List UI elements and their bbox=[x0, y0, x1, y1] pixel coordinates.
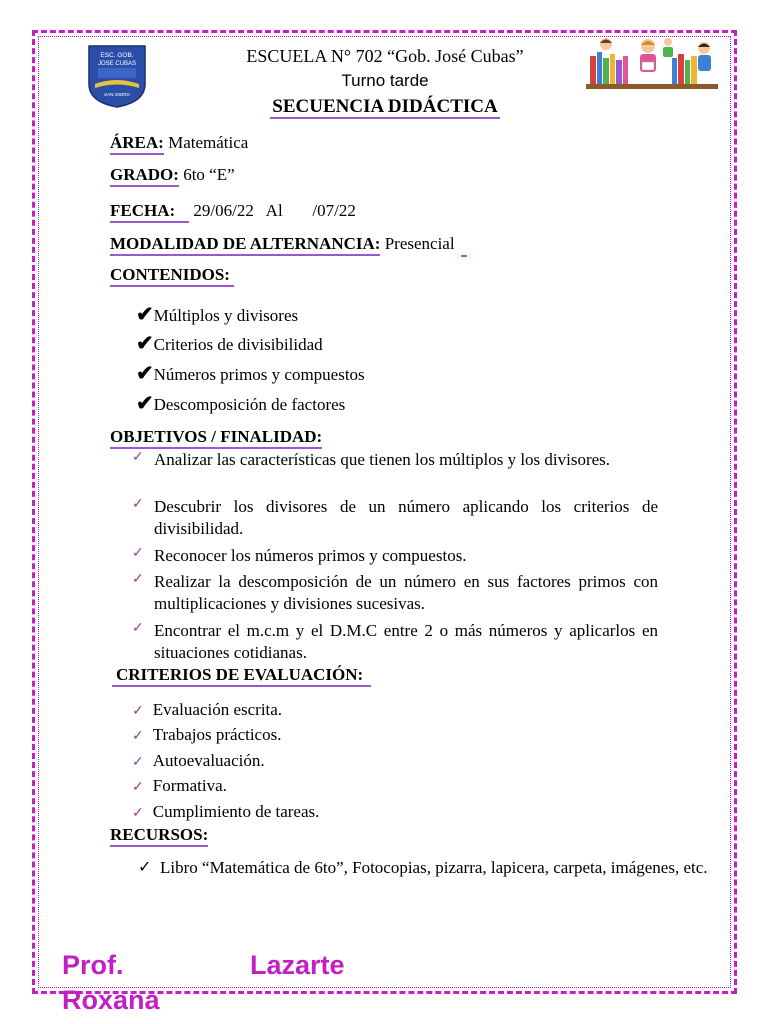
trailing-underline bbox=[461, 234, 467, 257]
recursos-item-text: Libro “Matemática de 6to”, Fotocopias, pizarra, lapicera, carpeta, imágenes, etc. bbox=[160, 858, 708, 877]
shift: Turno tarde bbox=[341, 71, 429, 90]
objetivos-item-text: Descubrir los divisores de un número aplicando los criterios de divisibilidad. bbox=[154, 497, 658, 538]
criterios-item-text: Autoevaluación. bbox=[152, 751, 265, 770]
page-title bbox=[150, 96, 620, 118]
objetivos-item bbox=[132, 496, 658, 540]
modalidad-label: MODALIDAD DE ALTERNANCIA: bbox=[110, 234, 380, 256]
objetivos-item bbox=[132, 545, 658, 567]
objetivos-item-text: Reconocer los números primos y compuestos. bbox=[154, 546, 467, 565]
contenidos-item-text: Criterios de divisibilidad bbox=[153, 335, 323, 354]
signature-name: Roxana bbox=[62, 985, 160, 1015]
modalidad-row bbox=[110, 234, 467, 257]
school-name: ESCUELA N° 702 “Gob. José Cubas” bbox=[246, 46, 524, 66]
logo-text-mid: JOSE CUBAS bbox=[97, 61, 137, 67]
logo-text-top: ESC. GOB. bbox=[100, 52, 134, 59]
contenidos-item bbox=[136, 331, 323, 356]
objetivos-item-text: Encontrar el m.c.m y el D.M.C entre 2 o más números y aplicarlos en situaciones cotidianas. bbox=[154, 621, 658, 662]
check-mark-icon: ✓ bbox=[138, 859, 152, 876]
criterios-item bbox=[132, 751, 265, 771]
grado-value: 6to “E” bbox=[183, 165, 235, 184]
check-mark-icon: ✓ bbox=[132, 729, 144, 744]
area-value: Matemática bbox=[168, 133, 249, 152]
area-label: ÁREA: bbox=[110, 133, 164, 155]
criterios-label: CRITERIOS DE EVALUACIÓN: bbox=[112, 665, 371, 687]
check-mark-icon: ✓ bbox=[132, 806, 144, 821]
check-mark-icon: ✓ bbox=[132, 450, 144, 465]
check-mark-icon: ✔ bbox=[136, 361, 154, 385]
check-mark-icon: ✔ bbox=[136, 331, 154, 355]
contenidos-item bbox=[136, 302, 298, 327]
check-mark-icon: ✓ bbox=[132, 755, 144, 770]
contenidos-item-text: Números primos y compuestos bbox=[153, 365, 365, 384]
recursos-label: RECURSOS: bbox=[110, 825, 208, 847]
criterios-item bbox=[132, 802, 319, 822]
area-row bbox=[110, 133, 248, 153]
fecha-value: 29/06/22 Al /07/22 bbox=[193, 201, 356, 220]
criterios-item-text: Formativa. bbox=[152, 776, 227, 795]
check-mark-icon: ✓ bbox=[132, 546, 144, 561]
objetivos-heading bbox=[110, 427, 322, 447]
check-mark-icon: ✔ bbox=[136, 391, 154, 415]
check-mark-icon: ✓ bbox=[132, 621, 144, 636]
fecha-label: FECHA: bbox=[110, 201, 189, 223]
grado-label: GRADO: bbox=[110, 165, 179, 187]
contenidos-item bbox=[136, 361, 365, 386]
criterios-item bbox=[132, 776, 227, 796]
objetivos-item-text: Realizar la descomposición de un número en sus factores primos con multiplicaciones y divisiones sucesivas. bbox=[154, 572, 658, 613]
check-mark-icon: ✓ bbox=[132, 572, 144, 587]
objetivos-item-text: Analizar las características que tienen los múltiplos y los divisores. bbox=[154, 450, 611, 469]
criterios-item-text: Cumplimiento de tareas. bbox=[152, 802, 320, 821]
recursos-heading bbox=[110, 825, 208, 845]
contenidos-label: CONTENIDOS: bbox=[110, 265, 234, 287]
check-mark-icon: ✓ bbox=[132, 497, 144, 512]
modalidad-value: Presencial bbox=[384, 234, 455, 253]
check-mark-icon: ✓ bbox=[132, 704, 144, 719]
fecha-row bbox=[110, 201, 356, 221]
recursos-item bbox=[138, 857, 708, 879]
objetivos-item bbox=[132, 620, 658, 664]
check-mark-icon: ✔ bbox=[136, 302, 154, 326]
contenidos-item bbox=[136, 391, 345, 416]
contenidos-item-text: Múltiplos y divisores bbox=[153, 306, 299, 325]
criterios-item bbox=[132, 725, 281, 745]
objetivos-label: OBJETIVOS / FINALIDAD: bbox=[110, 427, 322, 449]
school-shield-logo bbox=[86, 44, 148, 108]
contenidos-item-text: Descomposición de factores bbox=[153, 395, 346, 414]
objetivos-item bbox=[132, 449, 658, 471]
check-mark-icon: ✓ bbox=[132, 780, 144, 795]
criterios-item bbox=[132, 700, 282, 720]
criterios-heading bbox=[112, 665, 371, 685]
signature-prefix: Prof. bbox=[62, 950, 124, 980]
criterios-item-text: Trabajos prácticos. bbox=[152, 725, 282, 744]
objetivos-item bbox=[132, 571, 658, 615]
logo-text-bottom: SAN ISIDRO bbox=[103, 92, 131, 97]
grado-row bbox=[110, 165, 235, 185]
contenidos-heading bbox=[110, 265, 234, 285]
page-title-text: SECUENCIA DIDÁCTICA bbox=[272, 96, 498, 117]
criterios-item-text: Evaluación escrita. bbox=[152, 700, 283, 719]
signature-surname: Lazarte bbox=[250, 950, 345, 980]
